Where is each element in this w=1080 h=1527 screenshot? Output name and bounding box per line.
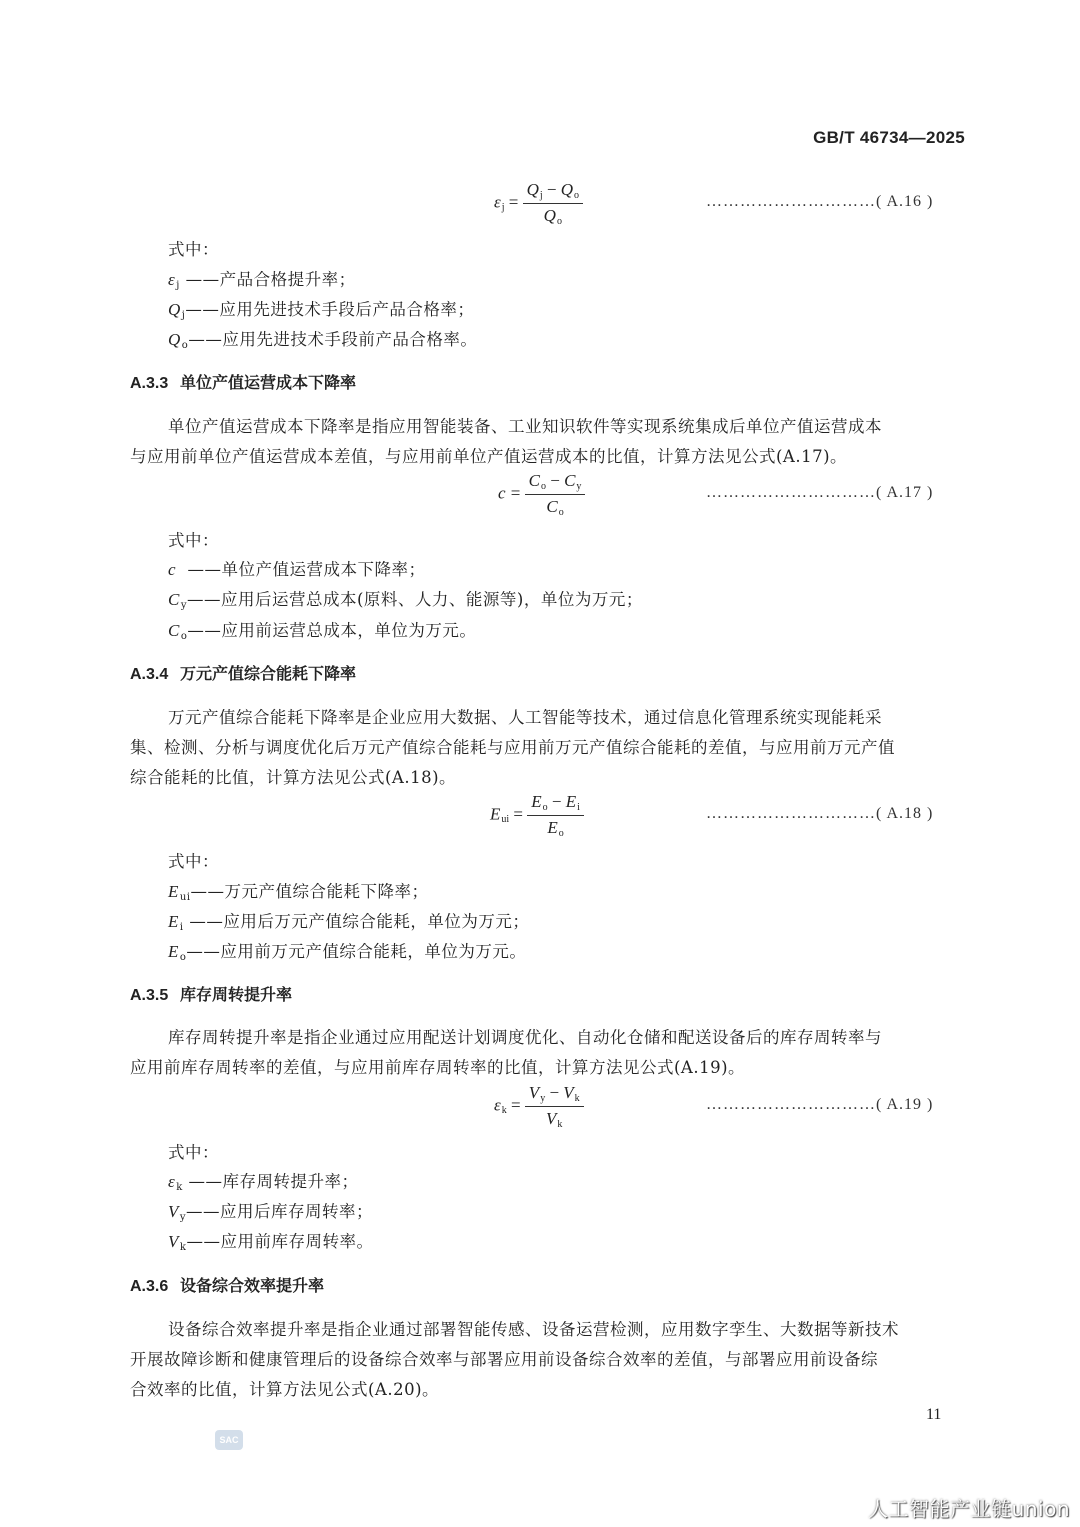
paragraph-line: 万元产值综合能耗下降率是企业应用大数据、人工智能等技术，通过信息化管理系统实现能耗采 [168,708,882,727]
sac-logo: SAC [215,1430,243,1450]
paragraph-line: 开展故障诊断和健康管理后的设备综合效率与部署应用前设备综合效率的差值，与部署应用前设备综 [130,1350,878,1369]
where-label: 式中： [168,852,219,871]
equation-number-a19: …………………………( A.19 ) [706,1096,934,1113]
paragraph-line: 应用前库存周转率的差值，与应用前库存周转率的比值，计算方法见公式(A.19)。 [130,1058,746,1077]
equation-number-a17: …………………………( A.17 ) [706,484,934,501]
definition-line: $V_y——$应用后库存周转率； [168,1202,374,1223]
where-label: 式中： [168,1143,219,1162]
formula-a16: $\varepsilon_j$ = $\frac{Q_j - Q_o}{Q_o}$ [494,180,583,227]
definition-line: $E_o——$应用前万元产值综合能耗，单位为万元。 [168,942,527,963]
paragraph-line: 合效率的比值，计算方法见公式(A.20)。 [130,1380,440,1399]
definition-line: $C_y——$应用后运营总成本(原料、人力、能源等)，单位为万元； [168,590,643,611]
standard-number: GB/T 46734—2025 [813,128,965,147]
equation-number-a16: …………………………( A.16 ) [706,193,934,210]
formula-a17: c = $\frac{C_o - C_y}{C_o}$ [498,471,585,518]
paragraph-line: 综合能耗的比值，计算方法见公式(A.18)。 [130,768,457,787]
section-heading-a36: A.3.6 设备综合效率提升率 [130,1276,325,1295]
paragraph-line: 集、检测、分析与调度优化后万元产值综合能耗与应用前万元产值综合能耗的差值，与应用前万元产值 [130,738,895,757]
paragraph-line: 库存周转提升率是指企业通过应用配送计划调度优化、自动化仓储和配送设备后的库存周转率与 [168,1028,882,1047]
definition-line: $\varepsilon_k$ ——库存周转提升率； [168,1172,359,1193]
watermark-text: 人工智能产业链union [868,1497,1070,1521]
where-label: 式中： [168,531,219,550]
page-number: 11 [926,1406,942,1423]
definition-line: $\varepsilon_j$ ——产品合格提升率； [168,270,356,291]
definition-line: $Q_j——$应用先进技术手段后产品合格率； [168,300,475,321]
paragraph-line: 设备综合效率提升率是指企业通过部署智能传感、设备运营检测，应用数字孪生、大数据等新技术 [168,1320,899,1339]
definition-line: $C_o——$应用前运营总成本，单位为万元。 [168,621,477,642]
paragraph-line: 单位产值运营成本下降率是指应用智能装备、工业知识软件等实现系统集成后单位产值运营成本 [168,417,882,436]
section-heading-a34: A.3.4 万元产值综合能耗下降率 [130,664,357,683]
definition-line: $Q_o——$应用先进技术手段前产品合格率。 [168,330,478,351]
where-label: 式中： [168,240,219,259]
definition-line: $V_k——$应用前库存周转率。 [168,1232,374,1253]
definition-line: $E_i$ ——应用后万元产值综合能耗，单位为万元； [168,912,530,933]
paragraph-line: 与应用前单位产值运营成本差值，与应用前单位产值运营成本的比值，计算方法见公式(A.17)。 [130,447,848,466]
definition-line: c ——单位产值运营成本下降率； [168,560,426,579]
formula-a18: $E_{ui}$ = $\frac{E_o - E_i}{E_o}$ [490,792,584,839]
definition-line: $E_{ui}——$万元产值综合能耗下降率； [168,882,429,903]
section-heading-a35: A.3.5 库存周转提升率 [130,985,293,1004]
section-heading-a33: A.3.3 单位产值运营成本下降率 [130,373,357,392]
equation-number-a18: …………………………( A.18 ) [706,805,934,822]
formula-a19: $\varepsilon_k$ = $\frac{V_y - V_k}{V_k}$ [494,1083,584,1130]
